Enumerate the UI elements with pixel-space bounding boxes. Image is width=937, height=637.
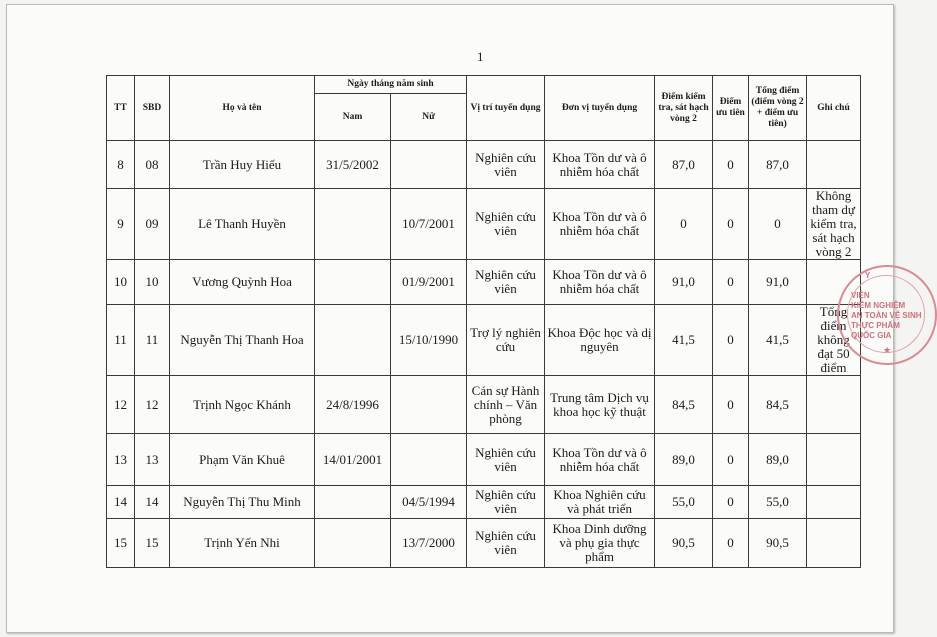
cell-name: Nguyễn Thị Thu Minh: [170, 486, 315, 519]
header-total: Tổng điểm (điểm vòng 2 + điểm ưu tiên): [749, 76, 807, 141]
cell-note: [807, 519, 861, 568]
table-row: [107, 519, 861, 568]
cell-position: Nghiên cứu viên: [467, 260, 545, 305]
page-number: 1: [477, 49, 484, 64]
cell-priority: 0: [713, 189, 749, 260]
cell-tt: 15: [107, 519, 135, 568]
cell-sbd: 13: [135, 434, 170, 486]
cell-priority: 0: [713, 141, 749, 189]
table-row: [107, 376, 861, 434]
cell-score: 89,0: [655, 434, 713, 486]
table-row: [107, 141, 861, 189]
cell-tt: 11: [107, 305, 135, 376]
cell-unit: Khoa Tồn dư và ô nhiễm hóa chất: [545, 189, 655, 260]
cell-total: 55,0: [749, 486, 807, 519]
cell-score: 87,0: [655, 141, 713, 189]
cell-priority: 0: [713, 519, 749, 568]
cell-score: 41,5: [655, 305, 713, 376]
cell-tt: 14: [107, 486, 135, 519]
header-position: Vị trí tuyển dụng: [467, 76, 545, 141]
cell-name: Trịnh Yến Nhi: [170, 519, 315, 568]
cell-dob-male: [315, 305, 391, 376]
cell-total: 87,0: [749, 141, 807, 189]
stamp-text-line: Y: [865, 271, 871, 280]
cell-unit: Khoa Dinh dưỡng và phụ gia thực phẩm: [545, 519, 655, 568]
table-row: [107, 260, 861, 305]
cell-dob-male: [315, 260, 391, 305]
cell-unit: Khoa Tồn dư và ô nhiễm hóa chất: [545, 260, 655, 305]
table-row: [107, 434, 861, 486]
header-unit: Đơn vị tuyển dụng: [545, 76, 655, 141]
cell-position: Nghiên cứu viên: [467, 141, 545, 189]
cell-total: 90,5: [749, 519, 807, 568]
cell-name: Vương Quỳnh Hoa: [170, 260, 315, 305]
cell-dob-female: 15/10/1990: [391, 305, 467, 376]
cell-position: Nghiên cứu viên: [467, 189, 545, 260]
cell-note: [807, 486, 861, 519]
cell-position: Cán sự Hành chính – Văn phòng: [467, 376, 545, 434]
cell-unit: Khoa Nghiên cứu và phát triển: [545, 486, 655, 519]
header-female: Nữ: [391, 94, 467, 141]
cell-dob-male: 31/5/2002: [315, 141, 391, 189]
stamp-text-line: THỰC PHẨM: [851, 321, 900, 330]
cell-name: Trịnh Ngọc Khánh: [170, 376, 315, 434]
cell-note: Không tham dự kiểm tra, sát hạch vòng 2: [807, 189, 861, 260]
cell-total: 84,5: [749, 376, 807, 434]
cell-dob-female: 01/9/2001: [391, 260, 467, 305]
cell-priority: 0: [713, 434, 749, 486]
cell-score: 0: [655, 189, 713, 260]
cell-total: 0: [749, 189, 807, 260]
cell-score: 55,0: [655, 486, 713, 519]
cell-name: Phạm Văn Khuê: [170, 434, 315, 486]
cell-dob-male: 24/8/1996: [315, 376, 391, 434]
cell-position: Nghiên cứu viên: [467, 486, 545, 519]
cell-note: Tổng điểm không đạt 50 điểm: [807, 305, 861, 376]
header-sbd: SBD: [135, 76, 170, 141]
cell-dob-male: [315, 486, 391, 519]
cell-priority: 0: [713, 260, 749, 305]
header-dob-group: Ngày tháng năm sinh: [315, 76, 467, 94]
cell-sbd: 14: [135, 486, 170, 519]
cell-dob-male: [315, 189, 391, 260]
stamp-text-line: QUỐC GIA: [851, 331, 892, 340]
cell-score: 90,5: [655, 519, 713, 568]
cell-dob-male: 14/01/2001: [315, 434, 391, 486]
cell-name: Lê Thanh Huyền: [170, 189, 315, 260]
cell-sbd: 15: [135, 519, 170, 568]
cell-priority: 0: [713, 376, 749, 434]
cell-total: 41,5: [749, 305, 807, 376]
cell-sbd: 09: [135, 189, 170, 260]
cell-score: 84,5: [655, 376, 713, 434]
cell-position: Nghiên cứu viên: [467, 434, 545, 486]
cell-total: 91,0: [749, 260, 807, 305]
cell-tt: 9: [107, 189, 135, 260]
header-male: Nam: [315, 94, 391, 141]
table-row: [107, 486, 861, 519]
cell-total: 89,0: [749, 434, 807, 486]
cell-unit: Khoa Độc học và dị nguyên: [545, 305, 655, 376]
cell-sbd: 10: [135, 260, 170, 305]
cell-sbd: 11: [135, 305, 170, 376]
cell-tt: 8: [107, 141, 135, 189]
cell-sbd: 08: [135, 141, 170, 189]
cell-score: 91,0: [655, 260, 713, 305]
cell-dob-female: 13/7/2000: [391, 519, 467, 568]
cell-name: Nguyễn Thị Thanh Hoa: [170, 305, 315, 376]
cell-dob-female: [391, 141, 467, 189]
cell-sbd: 12: [135, 376, 170, 434]
cell-dob-male: [315, 519, 391, 568]
cell-unit: Khoa Tồn dư và ô nhiễm hóa chất: [545, 141, 655, 189]
cell-priority: 0: [713, 486, 749, 519]
header-row-top: [107, 76, 861, 94]
stamp-text-line: VIỆN: [851, 291, 870, 300]
header-score: Điểm kiểm tra, sát hạch vòng 2: [655, 76, 713, 141]
stamp-text-line: KIỂM NGHIỆM: [851, 301, 906, 310]
cell-dob-female: [391, 434, 467, 486]
results-table: [106, 75, 861, 568]
cell-position: Trợ lý nghiên cứu: [467, 305, 545, 376]
cell-position: Nghiên cứu viên: [467, 519, 545, 568]
cell-dob-female: [391, 376, 467, 434]
header-priority: Điểm ưu tiên: [713, 76, 749, 141]
cell-dob-female: 10/7/2001: [391, 189, 467, 260]
cell-note: [807, 141, 861, 189]
cell-note: [807, 434, 861, 486]
cell-name: Trần Huy Hiếu: [170, 141, 315, 189]
cell-unit: Trung tâm Dịch vụ khoa học kỹ thuật: [545, 376, 655, 434]
cell-tt: 12: [107, 376, 135, 434]
document-page: [6, 4, 894, 633]
header-note: Ghi chú: [807, 76, 861, 141]
cell-note: [807, 376, 861, 434]
cell-dob-female: 04/5/1994: [391, 486, 467, 519]
header-name: Họ và tên: [170, 76, 315, 141]
cell-priority: 0: [713, 305, 749, 376]
table-row: [107, 189, 861, 260]
stamp-star-icon: ★: [883, 345, 892, 355]
cell-unit: Khoa Tồn dư và ô nhiễm hóa chất: [545, 434, 655, 486]
table-row: [107, 305, 861, 376]
stamp-text-line: AN TOÀN VỆ SINH: [851, 311, 922, 320]
cell-tt: 10: [107, 260, 135, 305]
official-stamp: [837, 265, 937, 365]
cell-tt: 13: [107, 434, 135, 486]
header-tt: TT: [107, 76, 135, 141]
